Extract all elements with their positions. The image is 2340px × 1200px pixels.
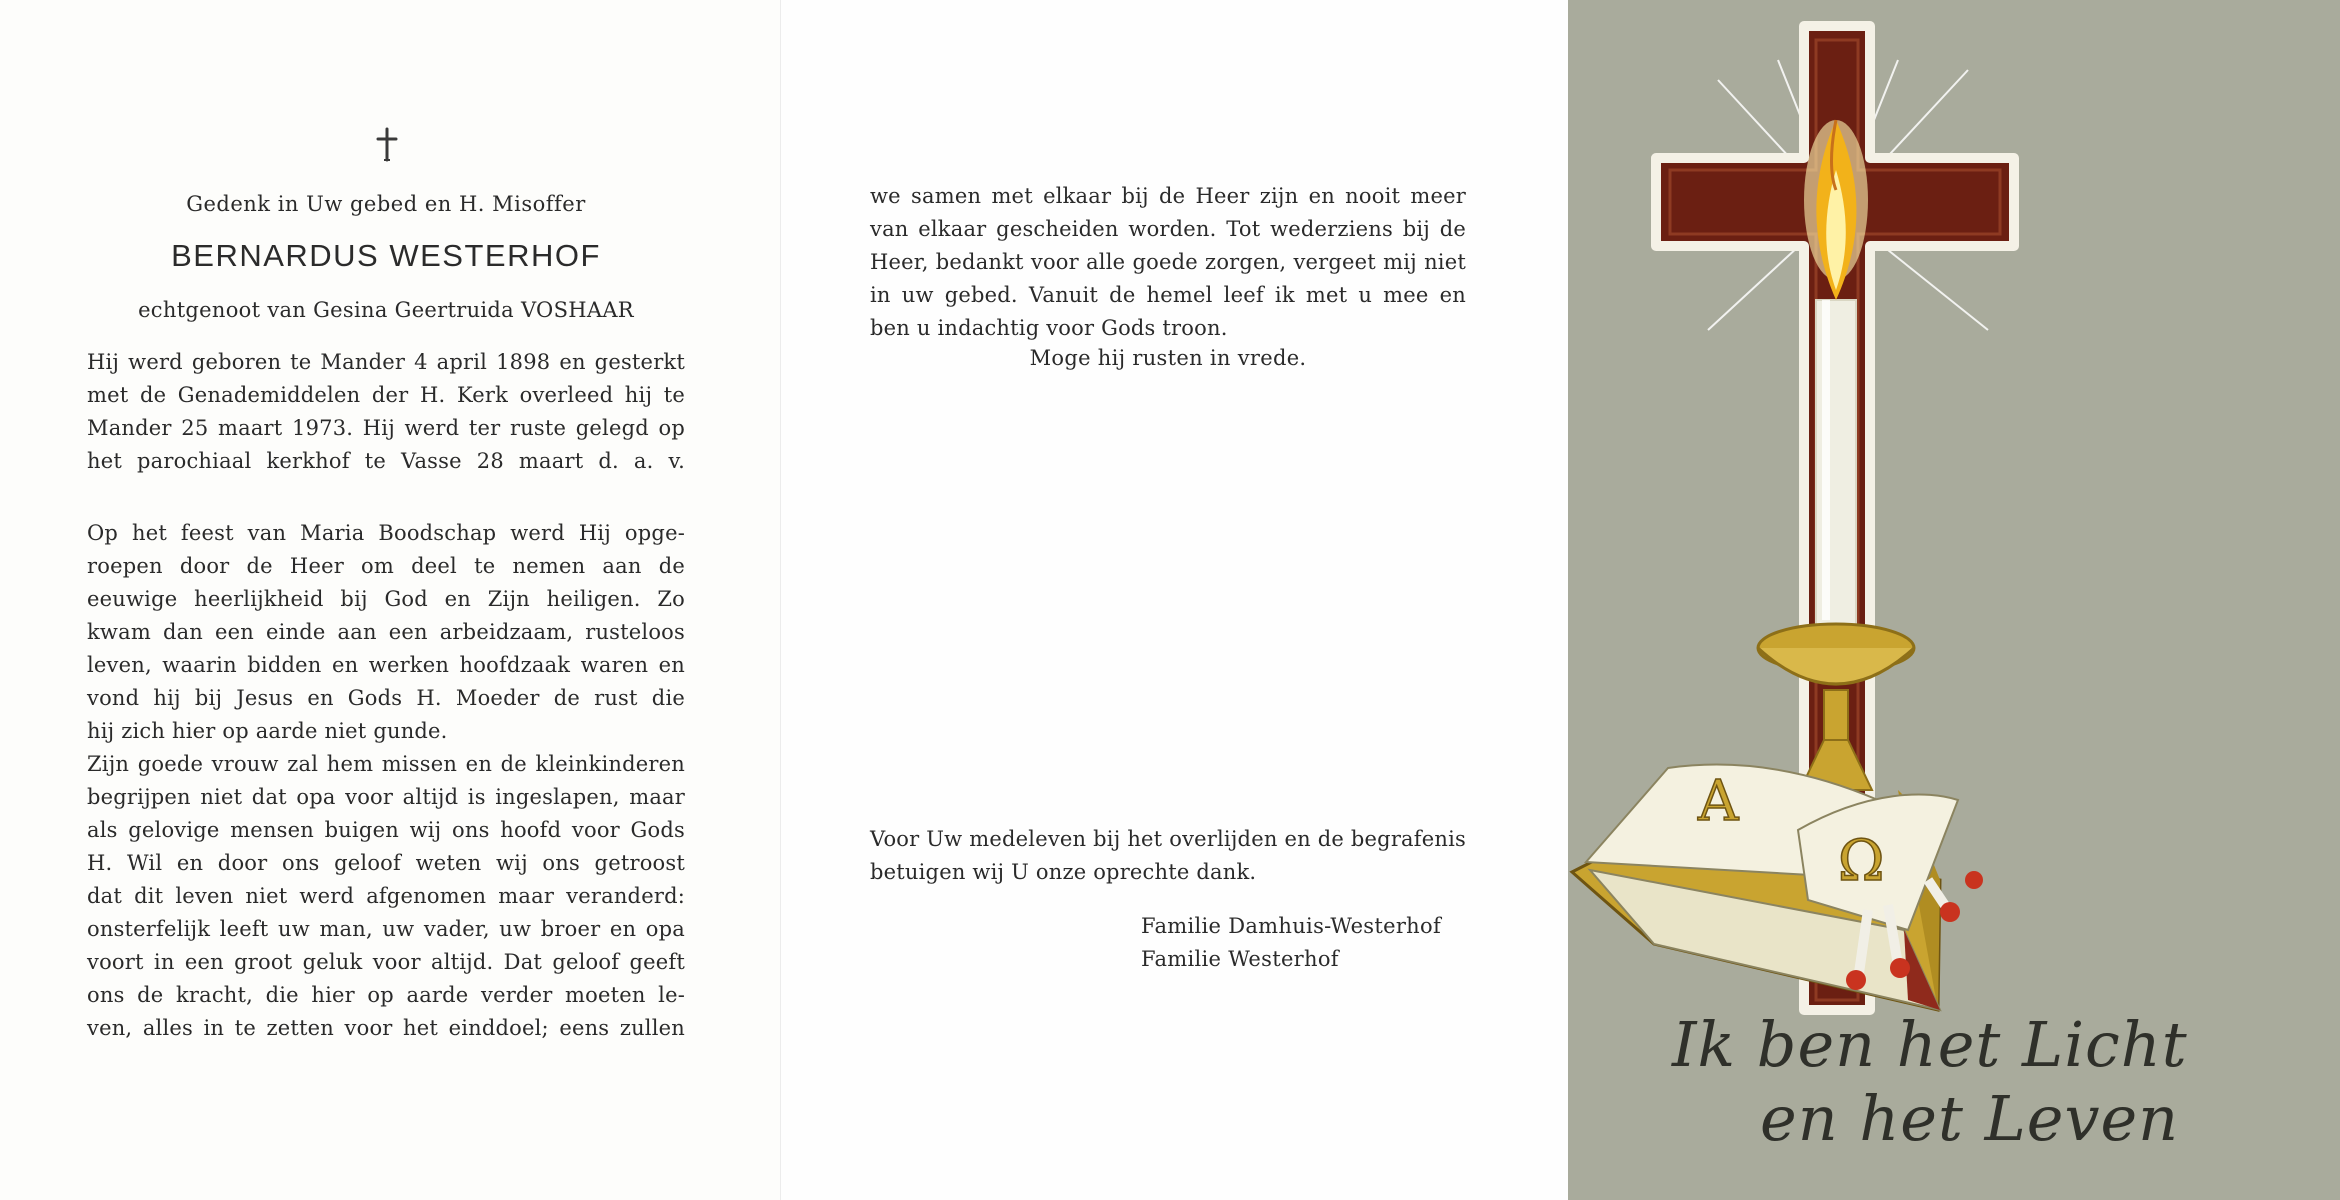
text-line: in uw gebed. Vanuit de hemel leef ik met u mee en <box>870 283 1466 307</box>
tribute-paragraph <box>87 517 685 1045</box>
deceased-name: BERNARDUS WESTERHOF <box>171 238 601 273</box>
text-line: als gelovige mensen buigen wij ons hoofd voor Gods <box>87 818 685 842</box>
alpha-letter: A <box>1698 769 1739 834</box>
text-line: kwam dan een einde aan een arbeidzaam, rusteloos <box>87 620 685 644</box>
text-line: voort in een groot geluk voor altijd. Dat geloof geeft <box>87 950 685 974</box>
text-line: ven, alles in te zetten voor het einddoel; eens zullen <box>87 1016 685 1040</box>
family-signature: Familie Westerhof <box>1141 947 1339 971</box>
text-line: hij zich hier op aarde niet gunde. <box>87 719 448 743</box>
remember-line: Gedenk in Uw gebed en H. Misoffer <box>186 192 586 216</box>
text-line: het parochiaal kerkhof te Vasse 28 maart d. a. v. <box>87 449 685 473</box>
text-line: eeuwige heerlijkheid bij God en Zijn heiligen. Zo <box>87 587 685 611</box>
text-line: Zijn goede vrouw zal hem missen en de kleinkinderen <box>87 752 685 776</box>
text-line: Voor Uw medeleven bij het overlijden en de begrafenis <box>870 827 1466 851</box>
text-line: Heer, bedankt voor alle goede zorgen, vergeet mij niet <box>870 250 1466 274</box>
text-line: van elkaar gescheiden worden. Tot wederziens bij de <box>870 217 1466 241</box>
continuation-paragraph <box>870 180 1466 345</box>
chalice-icon <box>1758 624 1914 790</box>
motto-line: Ik ben het Licht <box>1672 1008 2188 1081</box>
thanks-paragraph <box>870 823 1466 889</box>
text-line: dat dit leven niet werd afgenomen maar veranderd: <box>87 884 685 908</box>
open-book-icon <box>1572 765 1983 1010</box>
text-line: roepen door de Heer om deel te nemen aan de <box>87 554 685 578</box>
candle-icon <box>1816 300 1856 640</box>
motto-line: en het Leven <box>1760 1082 2180 1155</box>
text-line: ons de kracht, die hier op aarde verder moeten le- <box>87 983 685 1007</box>
family-signature: Familie Damhuis-Westerhof <box>1141 914 1442 938</box>
spouse-line: echtgenoot van Gesina Geertruida VOSHAAR <box>138 298 634 322</box>
text-line: onsterfelijk leeft uw man, uw vader, uw broer en opa <box>87 917 685 941</box>
omega-letter: Ω <box>1838 829 1885 894</box>
text-line: vond hij bij Jesus en Gods H. Moeder de rust die <box>87 686 685 710</box>
small-cross-icon <box>372 126 402 162</box>
text-line: Mander 25 maart 1973. Hij werd ter ruste gelegd op <box>87 416 685 440</box>
text-line: ben u indachtig voor Gods troon. <box>870 316 1228 340</box>
text-line: begrijpen niet dat opa voor altijd is ingeslapen, maar <box>87 785 685 809</box>
text-line: Hij werd geboren te Mander 4 april 1898 en gesterkt <box>87 350 685 374</box>
text-line: betuigen wij U onze oprechte dank. <box>870 860 1257 884</box>
biography-paragraph <box>87 346 685 478</box>
text-line: we samen met elkaar bij de Heer zijn en nooit meer <box>870 184 1466 208</box>
text-line: met de Genademiddelen der H. Kerk overleed hij te <box>87 383 685 407</box>
text-line: H. Wil en door ons geloof weten wij ons getroost <box>87 851 685 875</box>
rest-in-peace-line: Moge hij rusten in vrede. <box>1029 346 1307 370</box>
text-line: leven, waarin bidden en werken hoofdzaak waren en <box>87 653 685 677</box>
text-line: Op het feest van Maria Boodschap werd Hij opge- <box>87 521 685 545</box>
